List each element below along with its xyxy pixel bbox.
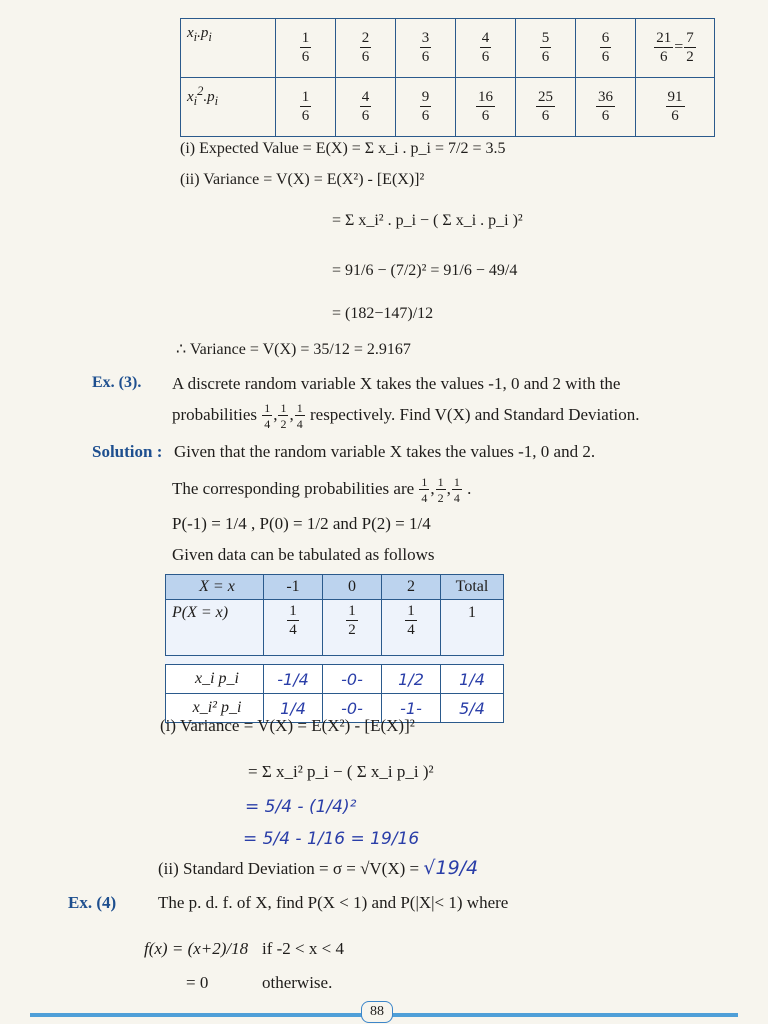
probability-table <box>165 574 504 723</box>
example-3-text-2: probabilities $\frac{1}{4}$ , $\frac{1}{2}$ , $\frac{1}{4}$ respectively. Find V(X) and Standard Deviation. <box>172 401 640 431</box>
handwritten-cell: 1/4 <box>264 694 323 723</box>
handwritten-cell: 1/2 <box>382 665 441 694</box>
handwritten-cell: -1/4 <box>264 665 323 694</box>
header-cell: X = x <box>166 575 264 600</box>
table-cell: $\frac{3}{6}$ <box>396 19 456 78</box>
top-table <box>180 18 715 137</box>
table-row <box>166 665 504 694</box>
table-cell: $\frac{1}{6}$ <box>276 78 336 137</box>
handwritten-step-2: = 5/4 - 1/16 = 19/16 <box>243 829 420 849</box>
table-cell: $\frac{1}{4}$ <box>264 600 323 656</box>
header-cell: 2 <box>382 575 441 600</box>
example-3-text-1: A discrete random variable X takes the values -1, 0 and 2 with the <box>172 374 621 393</box>
solution-text: Given that the random variable X takes the values -1, 0 and 2. <box>174 442 596 461</box>
table-gap <box>166 656 504 665</box>
standard-deviation-line: (ii) Standard Deviation = σ = √V(X) = √19/4 <box>158 857 479 879</box>
row-label: x_i² p_i <box>166 694 264 723</box>
table-cell: $\frac{6}{6}$ <box>576 19 636 78</box>
pdf-condition: if -2 < x < 4 <box>262 939 344 958</box>
handwritten-cell: -0- <box>323 665 382 694</box>
table-row <box>166 600 504 656</box>
ex3-variance-definition: (i) Variance = V(X) = E(X²) - [E(X)]² <box>160 716 415 735</box>
row-label: P(X = x) <box>166 600 264 656</box>
page-number: 88 <box>361 1001 393 1023</box>
table-cell-total: $\frac{21}{6}$ = $\frac{7}{2}$ <box>636 19 715 78</box>
variance-sum: = Σ x_i² . p_i − ( Σ x_i . p_i )² <box>332 212 523 229</box>
pdf-definition: f(x) = (x+2)/18 <box>144 939 249 958</box>
pdf-otherwise: otherwise. <box>262 973 333 992</box>
table-cell: $\frac{4}{6}$ <box>456 19 516 78</box>
table-row <box>181 19 715 78</box>
table-header-row <box>166 575 504 600</box>
handwritten-cell: -0- <box>323 694 382 723</box>
table-cell: $\frac{16}{6}$ <box>456 78 516 137</box>
pdf-zero: = 0 <box>186 973 209 992</box>
corresponding-probabilities: The corresponding probabilities are $\frac{1}{4}$ , $\frac{1}{2}$ , $\frac{1}{4}$ . <box>172 475 472 505</box>
example-4-text: The p. d. f. of X, find P(X < 1) and P(|X|< 1) where <box>158 893 509 912</box>
table-cell: $\frac{2}{6}$ <box>336 19 396 78</box>
row-label: $x_i.p_i$ <box>181 19 276 78</box>
table-cell: $\frac{25}{6}$ <box>516 78 576 137</box>
expected-value-line: (i) Expected Value = E(X) = Σ x_i . p_i = 7/2 = 3.5 <box>180 140 506 157</box>
table-cell: $\frac{1}{2}$ <box>323 600 382 656</box>
tabulated-caption: Given data can be tabulated as follows <box>172 545 435 564</box>
probabilities-line: P(-1) = 1/4 , P(0) = 1/2 and P(2) = 1/4 <box>172 514 431 533</box>
table-cell: $\frac{36}{6}$ <box>576 78 636 137</box>
variance-result: ∴ Variance = V(X) = 35/12 = 2.9167 <box>176 341 411 358</box>
handwritten-cell: 5/4 <box>441 694 504 723</box>
handwritten-cell: -1- <box>382 694 441 723</box>
variance-definition: (ii) Variance = V(X) = E(X²) - [E(X)]² <box>180 171 425 188</box>
example-3-label: Ex. (3). <box>92 374 142 391</box>
row-label: $x_i^2.p_i$ <box>181 78 276 137</box>
table-cell-total: $\frac{91}{6}$ <box>636 78 715 137</box>
table-cell: 1 <box>441 600 504 656</box>
table-cell: $\frac{1}{4}$ <box>382 600 441 656</box>
table-cell: $\frac{4}{6}$ <box>336 78 396 137</box>
table-cell: $\frac{1}{6}$ <box>276 19 336 78</box>
table-cell: $\frac{5}{6}$ <box>516 19 576 78</box>
table-cell: $\frac{9}{6}$ <box>396 78 456 137</box>
variance-numeric: = 91/6 − (7/2)² = 91/6 − 49/4 <box>332 262 518 279</box>
header-cell: 0 <box>323 575 382 600</box>
handwritten-sd-answer: √19/4 <box>423 857 479 879</box>
handwritten-step-1: = 5/4 - (1/4)² <box>245 797 357 817</box>
row-label: x_i p_i <box>166 665 264 694</box>
solution-label: Solution : <box>92 442 163 461</box>
handwritten-cell: 1/4 <box>441 665 504 694</box>
example-4-label: Ex. (4) <box>68 893 117 912</box>
ex3-variance-sum: = Σ x_i² p_i − ( Σ x_i p_i )² <box>248 762 434 781</box>
variance-fraction: = (182−147)/12 <box>332 305 434 322</box>
header-cell: -1 <box>264 575 323 600</box>
table-row <box>181 78 715 137</box>
header-cell: Total <box>441 575 504 600</box>
